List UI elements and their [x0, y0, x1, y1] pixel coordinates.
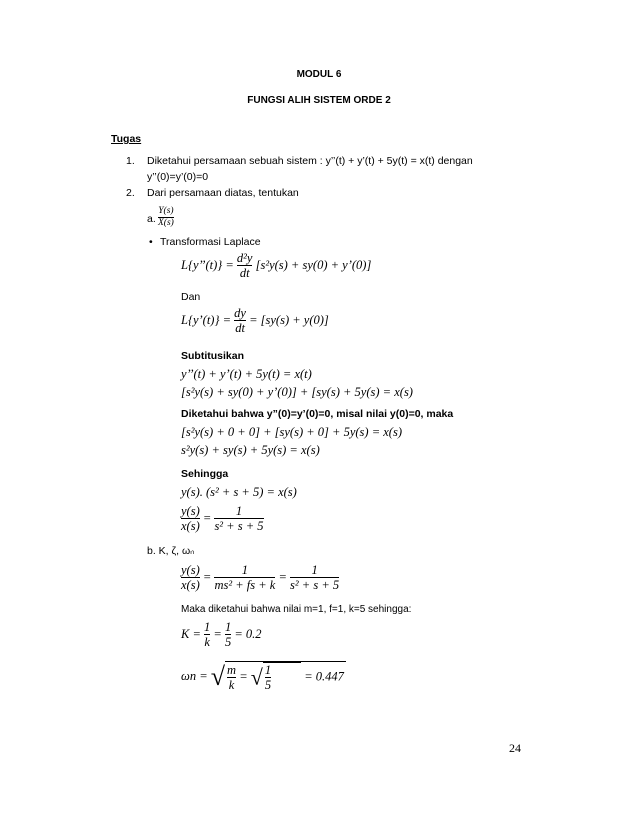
bullet-text: Transformasi Laplace: [160, 236, 261, 248]
laplace-equation-1: L{y’’(t)} = $\frac{\text{d²y}}{dt}$ [s²y(s) + sy(0) + y’(0)]: [181, 251, 372, 281]
part-b-label: b. K, ζ, ωₙ: [147, 545, 195, 557]
section-heading: Tugas: [111, 133, 142, 145]
substitution-equation-2: [s²y(s) + sy(0) + y’(0)] + [sy(s) + 5y(s) = x(s): [181, 385, 413, 399]
module-label: MODUL 6: [296, 69, 342, 80]
result-equation-1: y(s). (s² + s + 5) = x(s): [181, 485, 297, 499]
item-1-line-2: y’’(0)=y’(0)=0: [147, 171, 209, 183]
item-number-1: 1.: [126, 155, 135, 167]
item-number-2: 2.: [126, 187, 135, 199]
general-transfer-function: $\frac{y(s)}{x(s)}$ = $\frac{1}{\text{ms² + fs + k}}$ = $\frac{1}{\text{s² + s + 5}}$: [181, 563, 340, 593]
diketahui-heading: Diketahui bahwa y”(0)=y’(0)=0, misal nilai y(0)=0, maka: [181, 408, 454, 420]
item-2-text: Dari persamaan diatas, tentukan: [147, 187, 299, 199]
page-number: 24: [509, 741, 521, 755]
laplace-equation-2: L{y’(t)} = $\frac{dy}{dt}$ = [sy(s) + y(0)]: [181, 306, 329, 336]
item-1-line-1: Diketahui persamaan sebuah sistem : y’’(t) + y’(t) + 5y(t) = x(t) dengan: [147, 155, 473, 167]
transfer-function: $\frac{y(s)}{x(s)}$ = $\frac{1}{\text{s² + s + 5}}$: [181, 504, 264, 534]
part-a-fraction: $\frac{Y(s)}{X(s)}$: [158, 206, 174, 228]
known-equation-1: [s²y(s) + 0 + 0] + [sy(s) + 0] + 5y(s) = x(s): [181, 425, 402, 439]
sehingga-heading: Sehingga: [181, 468, 229, 480]
bullet-icon: •: [149, 236, 153, 248]
substitution-equation-1: y’’(t) + y’(t) + 5y(t) = x(t): [181, 367, 312, 381]
sqrt-icon: √: [210, 661, 226, 691]
subtitusikan-heading: Subtitusikan: [181, 350, 245, 362]
page-title: FUNGSI ALIH SISTEM ORDE 2: [247, 95, 391, 106]
part-a-label: a.: [147, 213, 156, 225]
parameter-note: Maka diketahui bahwa nilai m=1, f=1, k=5 sehingga:: [181, 604, 412, 615]
dan-label: Dan: [181, 291, 201, 303]
gain-equation: K = $\frac{1}{k}$ = $\frac{1}{5}$ = 0.2: [181, 620, 262, 650]
known-equation-2: s²y(s) + sy(s) + 5y(s) = x(s): [181, 443, 320, 457]
natural-frequency-equation: ωn = √ $\frac{m}{k}$ = √ $\frac{1}{5}$ = 0.447: [181, 661, 344, 693]
